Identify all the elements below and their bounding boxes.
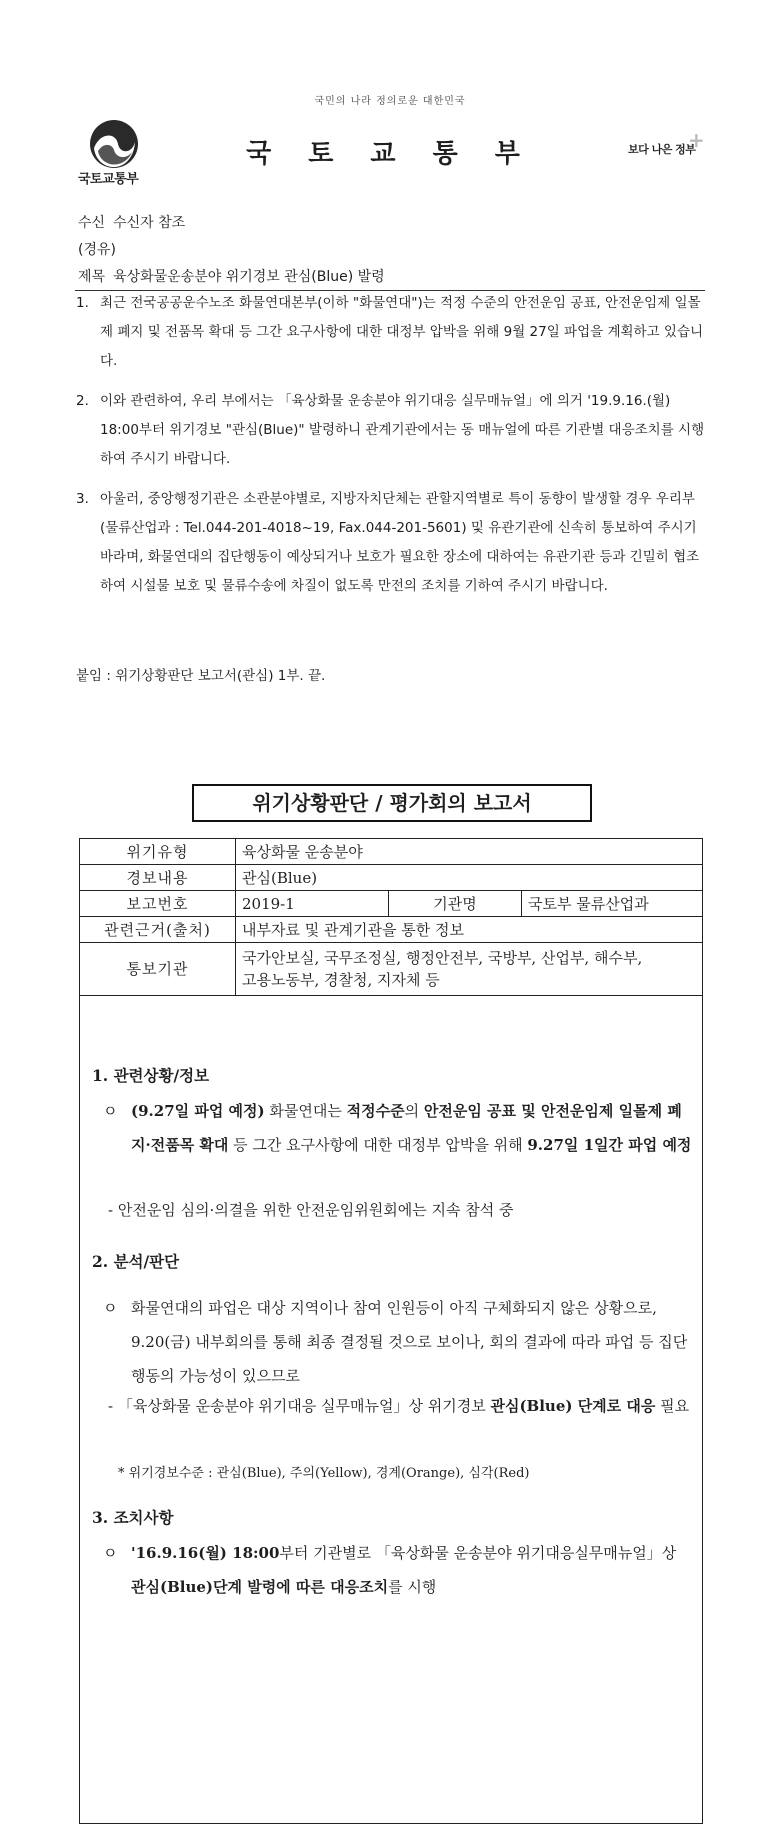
section-3-text	[131, 1536, 695, 1604]
paragraph-number: 3.	[76, 491, 89, 507]
crisis-type-value: 육상화물 운송분야	[236, 839, 703, 865]
attachment-line: 붙임 : 위기상황판단 보고서(관심) 1부. 끝.	[76, 668, 326, 684]
section-1-sub: - 안전운임 심의·의결을 위한 안전운임위원회에는 지속 참석 중	[108, 1201, 514, 1219]
notify-label: 통보기관	[80, 943, 236, 996]
text-run: 를 시행	[388, 1578, 437, 1596]
section-2-text: 화물연대의 파업은 대상 지역이나 참여 인원등이 아직 구체화되지 않은 상황으로, 9.20(금) 내부회의를 통해 최종 결정될 것으로 보이나, 회의 결과에 따라 파업 등 집단 행동의 가능성이 있으므로	[131, 1299, 688, 1385]
plus-icon: +	[688, 128, 705, 152]
basis-label: 관련근거(출처)	[80, 917, 236, 943]
alert-label: 경보내용	[80, 865, 236, 891]
paragraph-1	[76, 289, 710, 376]
recipient-label: 수신	[78, 215, 106, 231]
section-1-text	[131, 1094, 695, 1162]
section-1-bullet	[103, 1094, 695, 1162]
bullet-mark: ㅇ	[103, 1299, 118, 1317]
table-row	[80, 943, 703, 996]
emphasis: 9.27일 1일간 파업 예정	[527, 1136, 692, 1154]
alert-level-footnote: * 위기경보수준 : 관심(Blue), 주의(Yellow), 경계(Orange), 심각(Red)	[118, 1466, 530, 1481]
text-run: - 「육상화물 운송분야 위기대응 실무매뉴얼」상 위기경보	[108, 1397, 491, 1415]
org-name-small: 국토교통부	[78, 172, 139, 187]
emphasis: 관심(Blue)단계 발령에 따른 대응조치	[131, 1578, 389, 1596]
basis-value: 내부자료 및 관계기관을 통한 정보	[236, 917, 703, 943]
subject-label: 제목	[78, 269, 106, 285]
subject-line	[78, 266, 385, 286]
text-run: 부터 기관별로 「육상화물 운송분야 위기대응실무매뉴얼」상	[279, 1544, 677, 1562]
government-slogan: 국민의 나라 정의로운 대한민국	[314, 96, 466, 107]
emphasis: (9.27일 파업 예정)	[131, 1102, 265, 1120]
agency-label: 기관명	[389, 891, 522, 917]
recipient-line	[78, 212, 185, 232]
bullet-mark: ㅇ	[103, 1102, 118, 1120]
org-title: 국 토 교 통 부	[246, 139, 534, 169]
section-2-heading: 2. 분석/판단	[92, 1252, 180, 1271]
section-1-heading: 1. 관련상황/정보	[92, 1066, 210, 1085]
notify-value-line2: 고용노동부, 경찰청, 지자체 등	[242, 971, 440, 989]
via-line: (경유)	[78, 242, 116, 258]
alert-value: 관심(Blue)	[236, 865, 703, 891]
text-run: 화물연대는	[264, 1102, 347, 1120]
paragraph-3	[76, 485, 710, 601]
emphasis: 적정수준	[346, 1102, 405, 1120]
report-info-table	[79, 838, 703, 996]
text-run: 의	[404, 1102, 424, 1120]
report-title: 위기상황판단 / 평가회의 보고서	[192, 784, 592, 822]
emphasis: 관심(Blue) 단계로 대응	[490, 1397, 656, 1415]
paragraph-number: 2.	[76, 393, 89, 409]
tagline: 보다 나은 정부	[628, 143, 696, 156]
subject-value: 육상화물운송분야 위기경보 관심(Blue) 발령	[113, 269, 385, 285]
table-row	[80, 865, 703, 891]
section-3-bullet	[103, 1536, 695, 1604]
report-number-value: 2019-1	[236, 891, 389, 917]
paragraph-text: 이와 관련하여, 우리 부에서는 「육상화물 운송분야 위기대응 실무매뉴얼」에 의거 '19.9.16.(월) 18:00부터 위기경보 "관심(Blue)" 발령하니 관계기관에서는 동 매뉴얼에 따른 기관별 대응조치를 시행하여 주시기 바랍니다.	[100, 393, 705, 467]
paragraph-text: 아울러, 중앙행정기관은 소관분야별로, 지방자치단체는 관할지역별로 특이 동향이 발생할 경우 우리부(물류산업과 : Tel.044-201-4018~19, Fax.044-201-5601) 및 유관기관에 신속히 통보하여 주시기 바라며, 화물연대의 집단행동이 예상되거나 보호가 필요한 장소에 대하여는 유관기관 등과 긴밀히 협조하여 시설물 보호 및 물류수송에 차질이 없도록 만전의 조치를 기하여 주시기 바랍니다.	[100, 491, 700, 594]
text-run: 등 그간 요구사항에 대한 대정부 압박을 위해	[228, 1136, 528, 1154]
section-2-sub	[108, 1389, 698, 1423]
paragraph-number: 1.	[76, 295, 89, 311]
paragraph-2	[76, 387, 710, 474]
section-3-heading: 3. 조치사항	[92, 1508, 174, 1527]
table-row	[80, 891, 703, 917]
recipient-value: 수신자 참조	[113, 215, 186, 231]
crisis-type-label: 위기유형	[80, 839, 236, 865]
paragraph-text: 최근 전국공공운수노조 화물연대본부(이하 "화물연대")는 적정 수준의 안전운임 공표, 안전운임제 일몰제 폐지 및 전품목 확대 등 그간 요구사항에 대한 대정부 압박을 위해 9월 27일 파업을 계획하고 있습니다.	[100, 295, 704, 369]
table-row	[80, 839, 703, 865]
notify-value-line1: 국가안보실, 국무조정실, 행정안전부, 국방부, 산업부, 해수부,	[242, 949, 643, 967]
section-2-bullet	[103, 1291, 695, 1393]
notify-value	[236, 943, 703, 996]
bullet-mark: ㅇ	[103, 1544, 118, 1562]
text-run: 필요	[655, 1397, 690, 1415]
table-row	[80, 917, 703, 943]
emphasis: '16.9.16(월) 18:00	[131, 1544, 280, 1562]
agency-value: 국토부 물류산업과	[522, 891, 703, 917]
report-number-label: 보고번호	[80, 891, 236, 917]
emphasis: 안전운임 공표 및 안전운임제 일몰제 폐지·전품목 확대	[131, 1102, 682, 1154]
